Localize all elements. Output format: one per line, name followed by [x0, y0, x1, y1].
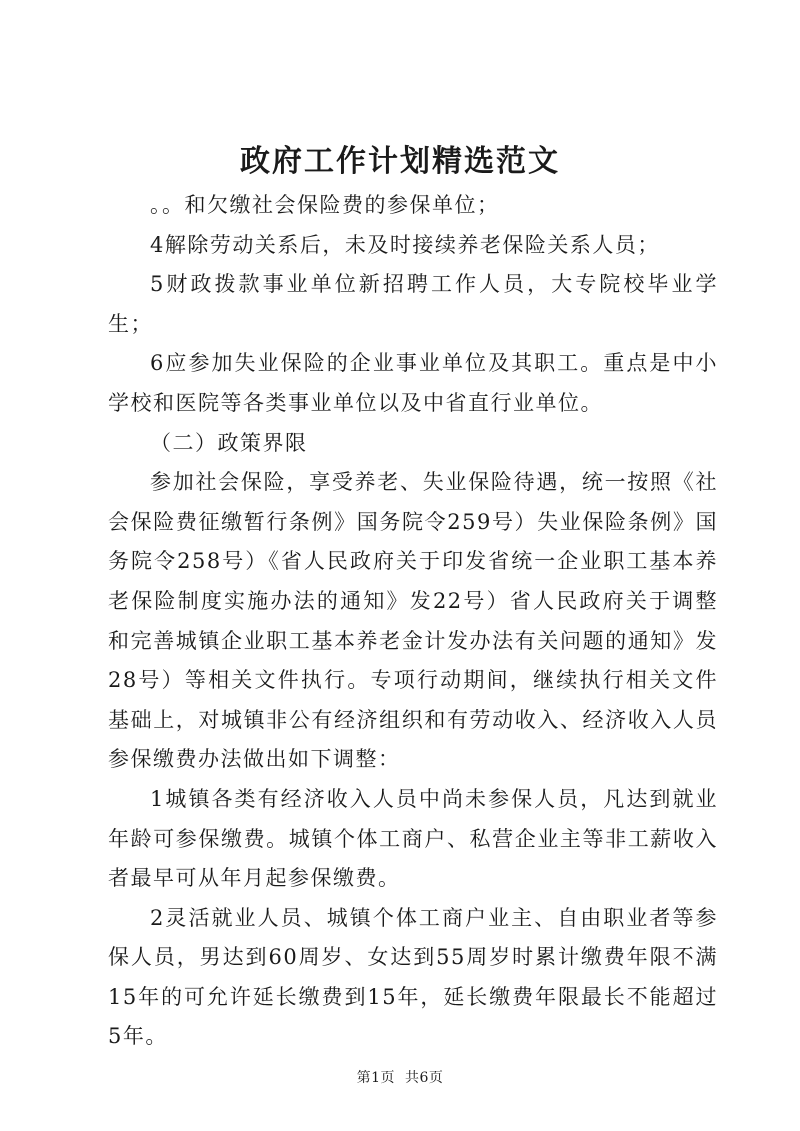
paragraph: 5财政拨款事业单位新招聘工作人员，大专院校毕业学生；: [108, 272, 718, 336]
document-body: [108, 186, 718, 1057]
page-title: 政府工作计划精选范文: [240, 144, 560, 179]
paragraph: 4解除劳动关系后，未及时接续养老保险关系人员；: [150, 232, 660, 257]
page-footer: [0, 1068, 800, 1088]
paragraph: 6应参加失业保险的企业事业单位及其职工。重点是中小学校和医院等各类事业单位以及中省直行业单位。: [108, 351, 718, 415]
paragraph: 1城镇各类有经济收入人员中尚未参保人员，凡达到就业年龄可参保缴费。城镇个体工商户、私营企业主等非工薪收入者最早可从年月起参保缴费。: [108, 786, 718, 891]
paragraph: 。。和欠缴社会保险费的参保单位；: [150, 193, 500, 217]
section-heading: （二）政策界限: [150, 430, 308, 455]
page-total: 共6页: [405, 1070, 444, 1086]
page-number: 第1页: [356, 1070, 395, 1086]
paragraph: 参加社会保险，享受养老、失业保险待遇，统一按照《社会保险费征缴暂行条例》国务院令259号）失业保险条例》国务院令258号）《省人民政府关于印发省统一企业职工基本养老保险制度实施办法的通知》发22号）省人民政府关于调整和完善城镇企业职工基本养老金计发办法有关问题的通知》发28号）等相关文件执行。专项行动期间，继续执行相关文件基础上，对城镇非公有经济组织和有劳动收入、经济收入人员参保缴费办法做出如下调整：: [108, 470, 718, 772]
paragraph: 2灵活就业人员、城镇个体工商户业主、自由职业者等参保人员，男达到60周岁、女达到55周岁时累计缴费年限不满15年的可允许延长缴费到15年，延长缴费年限最长不能超过5年。: [108, 905, 718, 1049]
